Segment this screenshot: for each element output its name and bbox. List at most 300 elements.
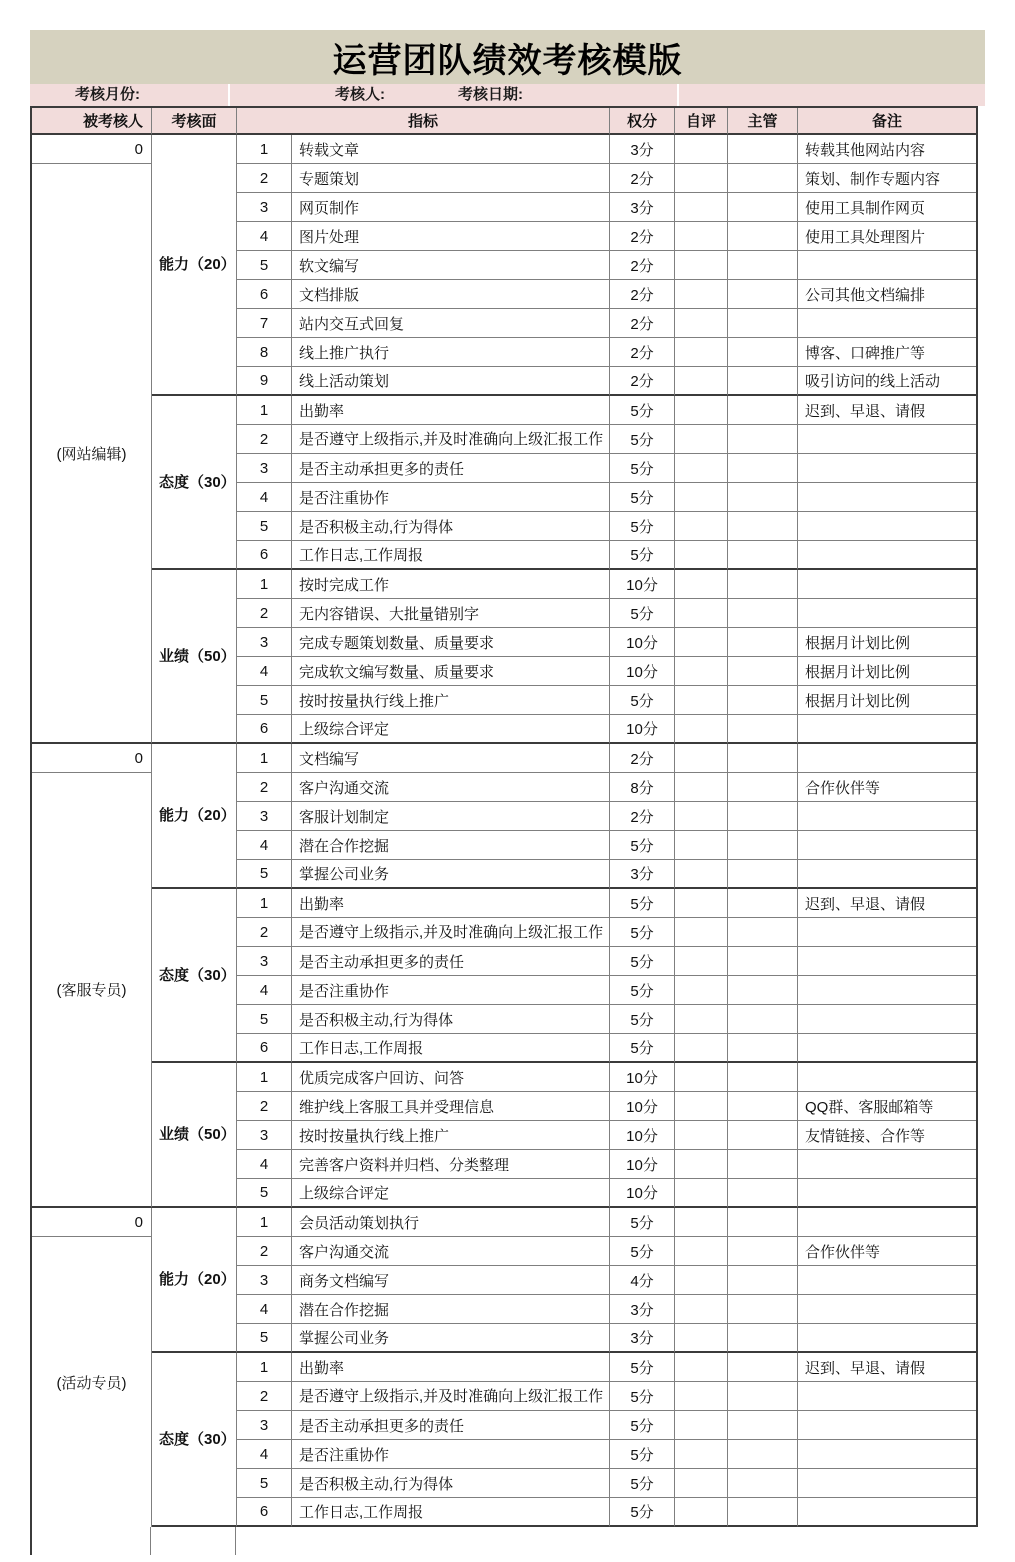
remark-cell: QQ群、客服邮箱等 — [798, 1092, 976, 1121]
indicator-name-cell: 是否主动承担更多的责任 — [292, 947, 610, 976]
indicator-name-cell: 出勤率 — [292, 1353, 610, 1382]
supervisor-rating-cell[interactable] — [728, 976, 798, 1005]
self-rating-cell[interactable] — [675, 135, 728, 164]
weight-cell: 5分 — [610, 918, 675, 947]
info-month-label: 考核月份: — [75, 86, 140, 103]
weight-cell: 3分 — [610, 1295, 675, 1324]
supervisor-rating-cell[interactable] — [728, 425, 798, 454]
aspect-group-cell: 能力（20） — [152, 135, 237, 396]
self-rating-cell[interactable] — [675, 1121, 728, 1150]
self-rating-cell[interactable] — [675, 1005, 728, 1034]
indicator-no-cell: 2 — [237, 425, 292, 454]
supervisor-rating-cell[interactable] — [728, 715, 798, 744]
remark-cell: 合作伙伴等 — [798, 773, 976, 802]
assessee-name-cell: (活动专员) — [32, 1237, 152, 1527]
remark-cell — [798, 425, 976, 454]
remark-cell — [798, 570, 976, 599]
indicator-no-cell: 3 — [237, 628, 292, 657]
assessee-zero-cell: 0 — [32, 744, 152, 773]
indicator-name-cell: 文档排版 — [292, 280, 610, 309]
remark-cell: 转载其他网站内容 — [798, 135, 976, 164]
remark-cell: 迟到、早退、请假 — [798, 1353, 976, 1382]
supervisor-rating-cell[interactable] — [728, 599, 798, 628]
indicator-no-cell: 5 — [237, 1324, 292, 1353]
self-rating-cell[interactable] — [675, 1498, 728, 1527]
indicator-name-cell: 是否遵守上级指示,并及时准确向上级汇报工作 — [292, 1382, 610, 1411]
indicator-name-cell: 完成专题策划数量、质量要求 — [292, 628, 610, 657]
indicator-no-cell: 5 — [237, 1005, 292, 1034]
self-rating-cell[interactable] — [675, 541, 728, 570]
remark-cell — [798, 1498, 976, 1527]
self-rating-cell[interactable] — [675, 1150, 728, 1179]
indicator-name-cell: 工作日志,工作周报 — [292, 1498, 610, 1527]
weight-cell: 5分 — [610, 425, 675, 454]
weight-cell: 2分 — [610, 338, 675, 367]
indicator-no-cell: 1 — [237, 889, 292, 918]
supervisor-rating-cell[interactable] — [728, 338, 798, 367]
self-rating-cell[interactable] — [675, 744, 728, 773]
indicator-name-cell: 掌握公司业务 — [292, 860, 610, 889]
info-cell-divider — [677, 84, 679, 106]
self-rating-cell[interactable] — [675, 976, 728, 1005]
self-rating-cell[interactable] — [675, 454, 728, 483]
self-rating-cell[interactable] — [675, 657, 728, 686]
remark-cell: 迟到、早退、请假 — [798, 396, 976, 425]
weight-cell: 5分 — [610, 541, 675, 570]
remark-cell — [798, 512, 976, 541]
indicator-name-cell: 出勤率 — [292, 889, 610, 918]
indicator-name-cell: 是否主动承担更多的责任 — [292, 1411, 610, 1440]
remark-cell — [798, 860, 976, 889]
weight-cell: 10分 — [610, 1092, 675, 1121]
self-rating-cell[interactable] — [675, 1353, 728, 1382]
weight-cell: 10分 — [610, 657, 675, 686]
indicator-name-cell: 潜在合作挖掘 — [292, 1295, 610, 1324]
self-rating-cell[interactable] — [675, 193, 728, 222]
remark-cell — [798, 947, 976, 976]
self-rating-cell[interactable] — [675, 338, 728, 367]
supervisor-rating-cell[interactable] — [728, 1121, 798, 1150]
weight-cell: 5分 — [610, 1440, 675, 1469]
remark-cell — [798, 1411, 976, 1440]
self-rating-cell[interactable] — [675, 1382, 728, 1411]
weight-cell: 2分 — [610, 309, 675, 338]
supervisor-rating-cell[interactable] — [728, 1469, 798, 1498]
indicator-no-cell: 2 — [237, 1092, 292, 1121]
weight-cell: 2分 — [610, 744, 675, 773]
remark-cell — [798, 1179, 976, 1208]
supervisor-rating-cell[interactable] — [728, 541, 798, 570]
supervisor-rating-cell[interactable] — [728, 135, 798, 164]
assessee-name-cell: (网站编辑) — [32, 164, 152, 744]
indicator-name-cell: 出勤率 — [292, 396, 610, 425]
indicator-no-cell: 8 — [237, 338, 292, 367]
title-band — [30, 30, 985, 84]
remark-cell — [798, 1324, 976, 1353]
aspect-group-cell: 态度（30） — [152, 889, 237, 1063]
page-title: 运营团队绩效考核模版 — [332, 41, 683, 80]
indicator-name-cell: 维护线上客服工具并受理信息 — [292, 1092, 610, 1121]
self-rating-cell[interactable] — [675, 947, 728, 976]
supervisor-rating-cell[interactable] — [728, 860, 798, 889]
weight-cell: 5分 — [610, 512, 675, 541]
remark-cell — [798, 744, 976, 773]
indicator-name-cell: 软文编写 — [292, 251, 610, 280]
indicator-no-cell: 3 — [237, 947, 292, 976]
info-bar — [30, 84, 985, 106]
weight-cell: 5分 — [610, 831, 675, 860]
indicator-no-cell: 4 — [237, 657, 292, 686]
supervisor-rating-cell[interactable] — [728, 1440, 798, 1469]
supervisor-rating-cell[interactable] — [728, 396, 798, 425]
supervisor-rating-cell[interactable] — [728, 1179, 798, 1208]
indicator-name-cell: 按时按量执行线上推广 — [292, 686, 610, 715]
indicator-name-cell: 完善客户资料并归档、分类整理 — [292, 1150, 610, 1179]
supervisor-rating-cell[interactable] — [728, 1237, 798, 1266]
self-rating-cell[interactable] — [675, 1295, 728, 1324]
remark-cell — [798, 309, 976, 338]
indicator-no-cell: 4 — [237, 976, 292, 1005]
weight-cell: 10分 — [610, 628, 675, 657]
supervisor-rating-cell[interactable] — [728, 831, 798, 860]
supervisor-rating-cell[interactable] — [728, 773, 798, 802]
indicator-name-cell: 客服计划制定 — [292, 802, 610, 831]
indicator-no-cell: 1 — [237, 570, 292, 599]
supervisor-rating-cell[interactable] — [728, 744, 798, 773]
weight-cell: 2分 — [610, 280, 675, 309]
supervisor-rating-cell[interactable] — [728, 686, 798, 715]
self-rating-cell[interactable] — [675, 1208, 728, 1237]
remark-cell — [798, 1266, 976, 1295]
remark-cell — [798, 715, 976, 744]
supervisor-rating-cell[interactable] — [728, 512, 798, 541]
supervisor-rating-cell[interactable] — [728, 1034, 798, 1063]
indicator-no-cell: 5 — [237, 512, 292, 541]
self-rating-cell[interactable] — [675, 686, 728, 715]
info-cell-divider — [228, 84, 230, 106]
indicator-name-cell: 线上活动策划 — [292, 367, 610, 396]
indicator-name-cell: 是否注重协作 — [292, 976, 610, 1005]
remark-cell — [798, 541, 976, 570]
indicator-no-cell: 7 — [237, 309, 292, 338]
supervisor-rating-cell[interactable] — [728, 1382, 798, 1411]
supervisor-rating-cell[interactable] — [728, 164, 798, 193]
supervisor-rating-cell[interactable] — [728, 1295, 798, 1324]
self-rating-cell[interactable] — [675, 1092, 728, 1121]
remark-cell — [798, 802, 976, 831]
indicator-no-cell: 4 — [237, 1440, 292, 1469]
indicator-name-cell: 商务文档编写 — [292, 1266, 610, 1295]
indicator-name-cell: 上级综合评定 — [292, 715, 610, 744]
indicator-no-cell: 6 — [237, 1498, 292, 1527]
weight-cell: 5分 — [610, 686, 675, 715]
remark-cell — [798, 831, 976, 860]
indicator-name-cell: 是否注重协作 — [292, 483, 610, 512]
indicator-no-cell: 1 — [237, 135, 292, 164]
indicator-name-cell: 工作日志,工作周报 — [292, 541, 610, 570]
col-header-remark: 备注 — [798, 108, 976, 135]
weight-cell: 5分 — [610, 1208, 675, 1237]
weight-cell: 10分 — [610, 715, 675, 744]
remark-cell — [798, 1208, 976, 1237]
aspect-group-cell: 态度（30） — [152, 396, 237, 570]
indicator-no-cell: 2 — [237, 599, 292, 628]
indicator-name-cell: 是否注重协作 — [292, 1440, 610, 1469]
indicator-no-cell: 3 — [237, 1121, 292, 1150]
weight-cell: 5分 — [610, 454, 675, 483]
indicator-name-cell: 是否主动承担更多的责任 — [292, 454, 610, 483]
indicator-no-cell: 5 — [237, 251, 292, 280]
self-rating-cell[interactable] — [675, 1324, 728, 1353]
weight-cell: 5分 — [610, 889, 675, 918]
remark-cell: 公司其他文档编排 — [798, 280, 976, 309]
self-rating-cell[interactable] — [675, 831, 728, 860]
remark-cell: 吸引访问的线上活动 — [798, 367, 976, 396]
aspect-group-cell: 业绩（50） — [152, 1063, 237, 1208]
weight-cell: 2分 — [610, 251, 675, 280]
weight-cell: 8分 — [610, 773, 675, 802]
remark-cell: 根据月计划比例 — [798, 657, 976, 686]
col-header-weight: 权分 — [610, 108, 675, 135]
weight-cell: 2分 — [610, 802, 675, 831]
remark-cell — [798, 1034, 976, 1063]
self-rating-cell[interactable] — [675, 309, 728, 338]
col-header-aspect: 考核面 — [152, 108, 237, 135]
supervisor-rating-cell[interactable] — [728, 918, 798, 947]
weight-cell: 3分 — [610, 860, 675, 889]
self-rating-cell[interactable] — [675, 1440, 728, 1469]
remark-cell — [798, 599, 976, 628]
indicator-no-cell: 3 — [237, 1266, 292, 1295]
weight-cell: 5分 — [610, 396, 675, 425]
indicator-name-cell: 客户沟通交流 — [292, 1237, 610, 1266]
supervisor-rating-cell[interactable] — [728, 1092, 798, 1121]
col-header-supervisor: 主管 — [728, 108, 798, 135]
weight-cell: 2分 — [610, 222, 675, 251]
indicator-name-cell: 专题策划 — [292, 164, 610, 193]
weight-cell: 10分 — [610, 570, 675, 599]
remark-cell — [798, 1063, 976, 1092]
indicator-name-cell: 会员活动策划执行 — [292, 1208, 610, 1237]
info-assessor-label: 考核人: — [335, 86, 385, 103]
indicator-name-cell: 是否积极主动,行为得体 — [292, 1005, 610, 1034]
supervisor-rating-cell[interactable] — [728, 802, 798, 831]
indicator-name-cell: 上级综合评定 — [292, 1179, 610, 1208]
supervisor-rating-cell[interactable] — [728, 947, 798, 976]
remark-cell — [798, 483, 976, 512]
self-rating-cell[interactable] — [675, 164, 728, 193]
self-rating-cell[interactable] — [675, 222, 728, 251]
supervisor-rating-cell[interactable] — [728, 889, 798, 918]
supervisor-rating-cell[interactable] — [728, 251, 798, 280]
supervisor-rating-cell[interactable] — [728, 570, 798, 599]
supervisor-rating-cell[interactable] — [728, 483, 798, 512]
indicator-name-cell: 工作日志,工作周报 — [292, 1034, 610, 1063]
remark-cell: 合作伙伴等 — [798, 1237, 976, 1266]
indicator-no-cell: 2 — [237, 773, 292, 802]
supervisor-rating-cell[interactable] — [728, 657, 798, 686]
indicator-name-cell: 按时完成工作 — [292, 570, 610, 599]
indicator-name-cell: 是否遵守上级指示,并及时准确向上级汇报工作 — [292, 425, 610, 454]
self-rating-cell[interactable] — [675, 1034, 728, 1063]
indicator-no-cell: 1 — [237, 744, 292, 773]
indicator-name-cell: 是否积极主动,行为得体 — [292, 1469, 610, 1498]
indicator-name-cell: 文档编写 — [292, 744, 610, 773]
weight-cell: 10分 — [610, 1121, 675, 1150]
aspect-group-cell: 态度（30） — [152, 1353, 237, 1527]
self-rating-cell[interactable] — [675, 1411, 728, 1440]
self-rating-cell[interactable] — [675, 570, 728, 599]
indicator-name-cell: 站内交互式回复 — [292, 309, 610, 338]
weight-cell: 5分 — [610, 947, 675, 976]
indicator-name-cell: 客户沟通交流 — [292, 773, 610, 802]
self-rating-cell[interactable] — [675, 280, 728, 309]
supervisor-rating-cell[interactable] — [728, 1324, 798, 1353]
supervisor-rating-cell[interactable] — [728, 367, 798, 396]
self-rating-cell[interactable] — [675, 715, 728, 744]
remark-cell: 策划、制作专题内容 — [798, 164, 976, 193]
remark-cell — [798, 1295, 976, 1324]
indicator-name-cell: 完成软文编写数量、质量要求 — [292, 657, 610, 686]
indicator-no-cell: 4 — [237, 1295, 292, 1324]
weight-cell: 5分 — [610, 1005, 675, 1034]
indicator-no-cell: 3 — [237, 1411, 292, 1440]
weight-cell: 5分 — [610, 1034, 675, 1063]
self-rating-cell[interactable] — [675, 599, 728, 628]
indicator-no-cell: 4 — [237, 1150, 292, 1179]
indicator-no-cell: 1 — [237, 1208, 292, 1237]
weight-cell: 5分 — [610, 1237, 675, 1266]
col-header-self: 自评 — [675, 108, 728, 135]
remark-cell — [798, 1440, 976, 1469]
indicator-name-cell: 是否遵守上级指示,并及时准确向上级汇报工作 — [292, 918, 610, 947]
aspect-group-cell: 能力（20） — [152, 744, 237, 889]
indicator-name-cell: 图片处理 — [292, 222, 610, 251]
self-rating-cell[interactable] — [675, 773, 728, 802]
remark-cell — [798, 1150, 976, 1179]
self-rating-cell[interactable] — [675, 1063, 728, 1092]
supervisor-rating-cell[interactable] — [728, 1353, 798, 1382]
self-rating-cell[interactable] — [675, 396, 728, 425]
supervisor-rating-cell[interactable] — [728, 280, 798, 309]
indicator-no-cell: 6 — [237, 541, 292, 570]
self-rating-cell[interactable] — [675, 251, 728, 280]
assessee-zero-cell: 0 — [32, 135, 152, 164]
supervisor-rating-cell[interactable] — [728, 1063, 798, 1092]
indicator-no-cell: 2 — [237, 1382, 292, 1411]
remark-cell: 根据月计划比例 — [798, 686, 976, 715]
col-header-assessee: 被考核人 — [32, 108, 152, 135]
supervisor-rating-cell[interactable] — [728, 1005, 798, 1034]
remark-cell — [798, 1382, 976, 1411]
weight-cell: 5分 — [610, 1498, 675, 1527]
indicator-name-cell: 是否积极主动,行为得体 — [292, 512, 610, 541]
self-rating-cell[interactable] — [675, 1179, 728, 1208]
indicator-no-cell: 1 — [237, 1063, 292, 1092]
self-rating-cell[interactable] — [675, 483, 728, 512]
indicator-no-cell: 1 — [237, 1353, 292, 1382]
indicator-no-cell: 2 — [237, 918, 292, 947]
remark-cell — [798, 1469, 976, 1498]
indicator-no-cell: 6 — [237, 280, 292, 309]
weight-cell: 5分 — [610, 1382, 675, 1411]
indicator-no-cell: 3 — [237, 193, 292, 222]
indicator-no-cell: 3 — [237, 802, 292, 831]
supervisor-rating-cell[interactable] — [728, 454, 798, 483]
indicator-name-cell: 按时按量执行线上推广 — [292, 1121, 610, 1150]
self-rating-cell[interactable] — [675, 1237, 728, 1266]
remark-cell — [798, 251, 976, 280]
weight-cell: 5分 — [610, 599, 675, 628]
weight-cell: 10分 — [610, 1150, 675, 1179]
self-rating-cell[interactable] — [675, 425, 728, 454]
supervisor-rating-cell[interactable] — [728, 309, 798, 338]
indicator-no-cell: 2 — [237, 1237, 292, 1266]
weight-cell: 10分 — [610, 1063, 675, 1092]
remark-cell: 使用工具处理图片 — [798, 222, 976, 251]
weight-cell: 3分 — [610, 193, 675, 222]
self-rating-cell[interactable] — [675, 802, 728, 831]
self-rating-cell[interactable] — [675, 512, 728, 541]
supervisor-rating-cell[interactable] — [728, 628, 798, 657]
remark-cell — [798, 1005, 976, 1034]
remark-cell — [798, 918, 976, 947]
indicator-name-cell: 网页制作 — [292, 193, 610, 222]
self-rating-cell[interactable] — [675, 889, 728, 918]
self-rating-cell[interactable] — [675, 628, 728, 657]
self-rating-cell[interactable] — [675, 367, 728, 396]
indicator-no-cell: 9 — [237, 367, 292, 396]
indicator-name-cell: 无内容错误、大批量错别字 — [292, 599, 610, 628]
supervisor-rating-cell[interactable] — [728, 1498, 798, 1527]
aspect-group-cell: 能力（20） — [152, 1208, 237, 1353]
self-rating-cell[interactable] — [675, 918, 728, 947]
assessee-name-cell: (客服专员) — [32, 773, 152, 1208]
weight-cell: 3分 — [610, 1324, 675, 1353]
info-date-label: 考核日期: — [458, 86, 523, 103]
weight-cell: 5分 — [610, 483, 675, 512]
supervisor-rating-cell[interactable] — [728, 222, 798, 251]
indicator-no-cell: 4 — [237, 222, 292, 251]
supervisor-rating-cell[interactable] — [728, 1266, 798, 1295]
weight-cell: 3分 — [610, 135, 675, 164]
table-cut-edge — [150, 1527, 151, 1555]
col-header-indicator: 指标 — [237, 108, 610, 135]
indicator-no-cell: 3 — [237, 454, 292, 483]
indicator-name-cell: 线上推广执行 — [292, 338, 610, 367]
weight-cell: 10分 — [610, 1179, 675, 1208]
table-cut-edge — [30, 1527, 32, 1555]
self-rating-cell[interactable] — [675, 860, 728, 889]
weight-cell: 2分 — [610, 367, 675, 396]
supervisor-rating-cell[interactable] — [728, 1150, 798, 1179]
indicator-name-cell: 优质完成客户回访、问答 — [292, 1063, 610, 1092]
indicator-no-cell: 5 — [237, 1469, 292, 1498]
self-rating-cell[interactable] — [675, 1469, 728, 1498]
indicator-no-cell: 6 — [237, 715, 292, 744]
weight-cell: 5分 — [610, 1469, 675, 1498]
weight-cell: 4分 — [610, 1266, 675, 1295]
remark-cell: 迟到、早退、请假 — [798, 889, 976, 918]
indicator-no-cell: 4 — [237, 483, 292, 512]
weight-cell: 2分 — [610, 164, 675, 193]
supervisor-rating-cell[interactable] — [728, 193, 798, 222]
remark-cell: 使用工具制作网页 — [798, 193, 976, 222]
supervisor-rating-cell[interactable] — [728, 1411, 798, 1440]
self-rating-cell[interactable] — [675, 1266, 728, 1295]
supervisor-rating-cell[interactable] — [728, 1208, 798, 1237]
assessee-zero-cell: 0 — [32, 1208, 152, 1237]
